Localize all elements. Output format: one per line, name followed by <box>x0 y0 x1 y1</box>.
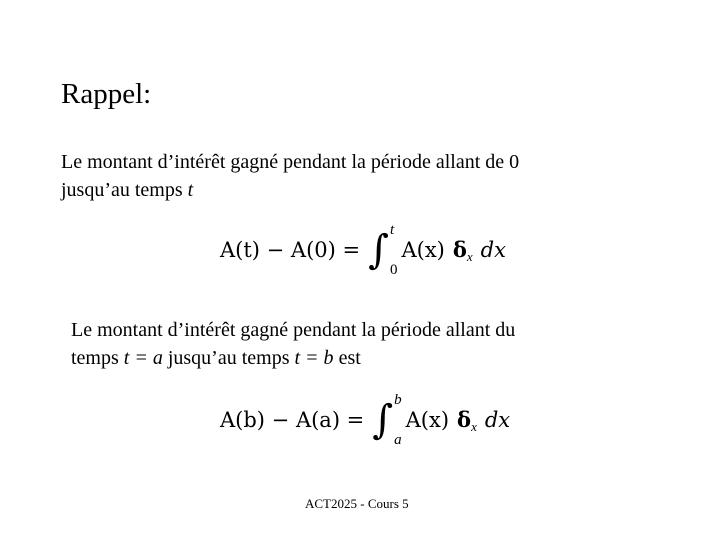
paragraph-line: Le montant d’intérêt gagné pendant la période allant du <box>71 319 516 341</box>
slide-title: Rappel: <box>61 78 152 110</box>
integrand: A(x) <box>401 238 445 262</box>
integral-bounds <box>390 222 398 278</box>
paragraph-interest-a-to-b <box>71 316 515 372</box>
delta-subscript: x <box>466 249 473 264</box>
paragraph-line <box>61 176 519 204</box>
equation-interest-0-to-t <box>220 220 506 280</box>
force-of-interest-delta: δ <box>457 407 472 432</box>
differential: dx <box>484 408 511 432</box>
integral-upper-bound: b <box>394 392 402 408</box>
text: temps <box>71 347 124 369</box>
integral-bounds <box>394 392 402 448</box>
equation-interest-a-to-b <box>220 390 510 450</box>
integral-sign <box>372 392 401 448</box>
integral-lower-bound: a <box>394 432 402 448</box>
integral-symbol: ∫ <box>372 397 394 443</box>
text: est <box>333 347 361 369</box>
paragraph-line <box>71 344 515 372</box>
equation-lhs: A(t) − A(0) = <box>220 238 361 262</box>
text: jusqu’au temps <box>162 347 295 369</box>
differential: dx <box>480 238 506 262</box>
integral-upper-bound: t <box>389 222 395 238</box>
integrand: A(x) <box>405 408 450 432</box>
condition-t-a: t = a <box>123 347 163 369</box>
variable-t: t <box>187 179 194 201</box>
integral-lower-bound: 0 <box>389 262 398 278</box>
slide-footer: ACT2025 - Cours 5 <box>305 496 409 511</box>
condition-t-b: t = b <box>294 347 334 369</box>
integral-sign <box>368 222 397 278</box>
force-of-interest-delta: δ <box>452 237 467 262</box>
equation-lhs: A(b) − A(a) = <box>220 408 365 432</box>
integral-symbol: ∫ <box>368 227 389 273</box>
paragraph-interest-0-to-t <box>61 148 519 204</box>
delta-subscript: x <box>471 419 477 434</box>
text: jusqu’au temps <box>61 179 188 201</box>
paragraph-line: Le montant d’intérêt gagné pendant la période allant de 0 <box>61 151 520 173</box>
